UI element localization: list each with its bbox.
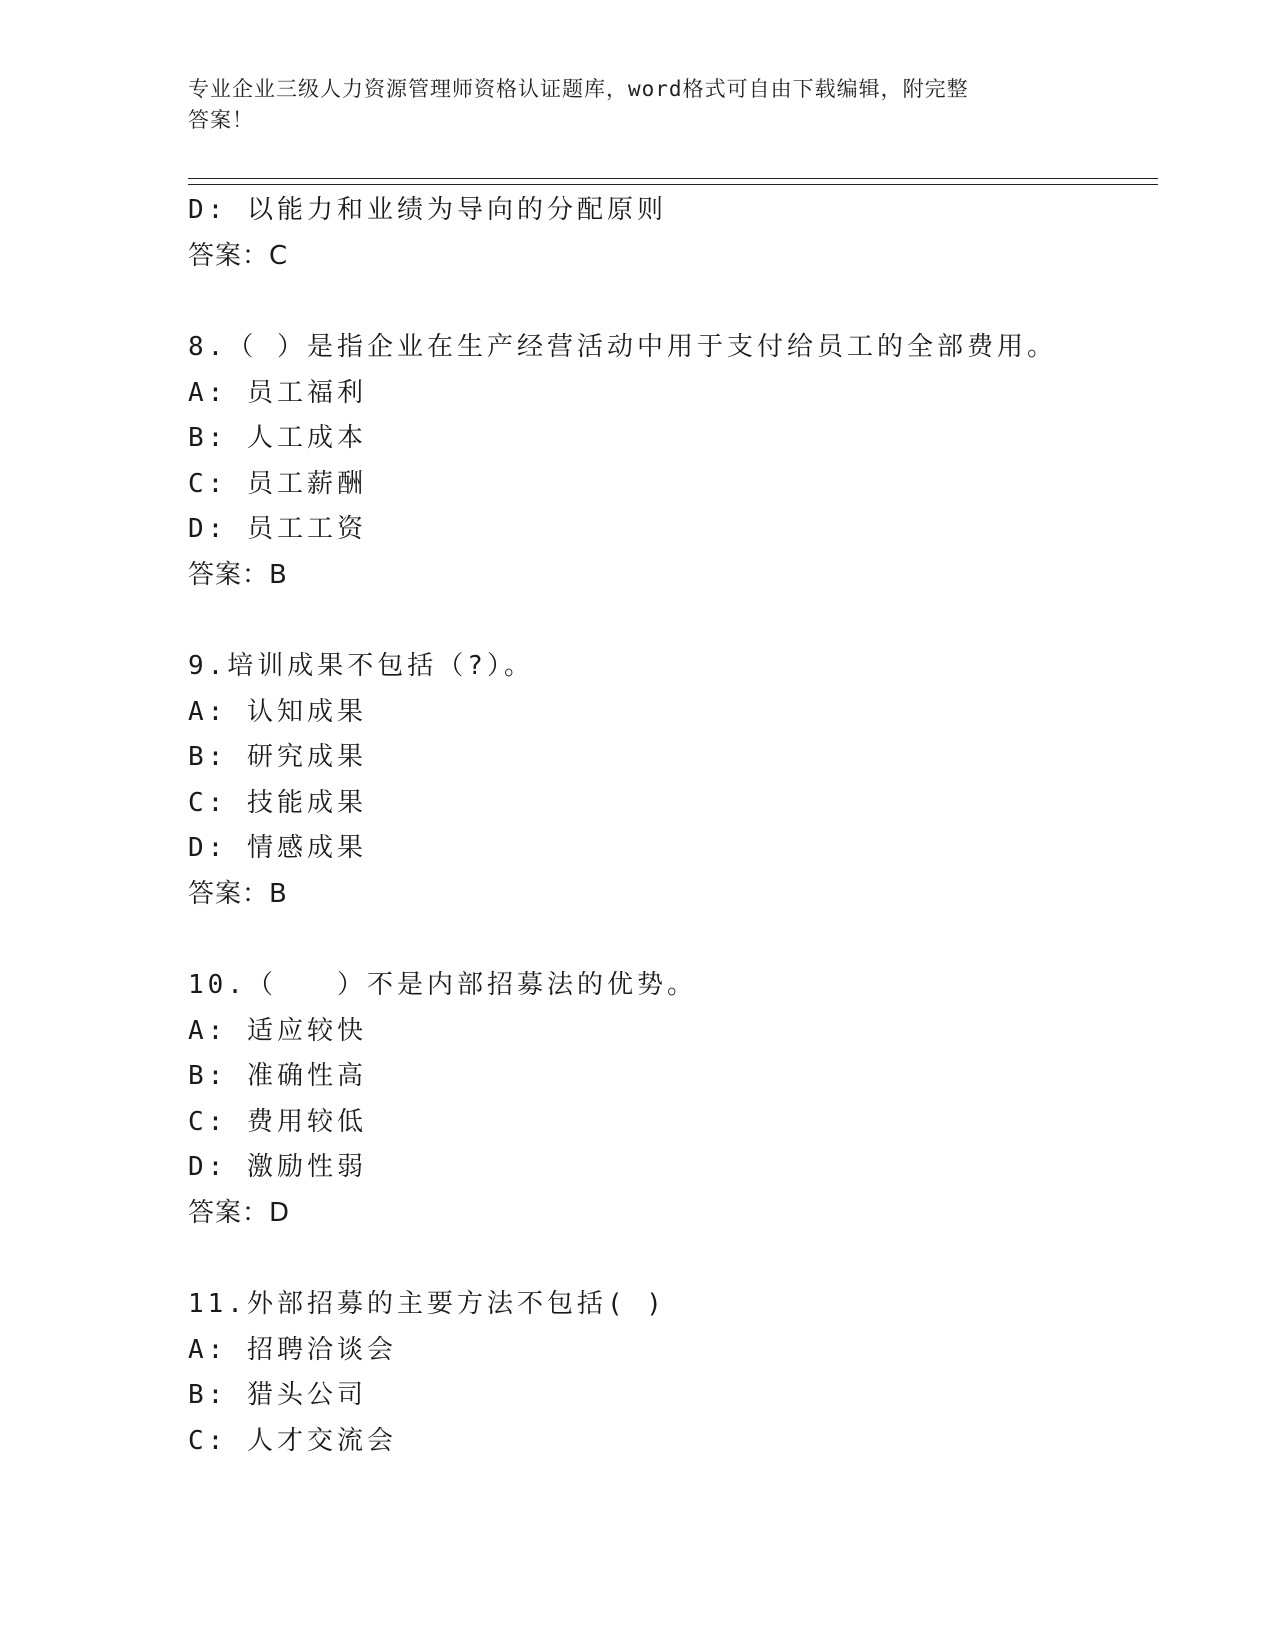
- option-c: C: 员工薪酬: [188, 468, 367, 499]
- spacer: [188, 279, 1158, 325]
- question-7-continued: [188, 188, 1158, 279]
- header-divider-bottom: [188, 184, 1158, 185]
- header-line-2: 答案！: [188, 108, 254, 132]
- option-d: D: 激励性弱: [188, 1152, 367, 1182]
- option-d: D: 情感成果: [188, 833, 367, 863]
- option-c: C: 技能成果: [188, 787, 367, 818]
- option-d: D: 以能力和业绩为导向的分配原则: [188, 195, 667, 225]
- spacer: [188, 598, 1158, 644]
- option-d: D: 员工工资: [188, 514, 367, 544]
- option-a: A: 员工福利: [188, 377, 367, 408]
- question-stem: 8.（ ）是指企业在生产经营活动中用于支付给员工的全部费用。: [188, 332, 1057, 362]
- header-line-1: 专业企业三级人力资源管理师资格认证题库，word格式可自由下载编辑，附完整: [188, 77, 969, 101]
- answer: 答案：B: [188, 559, 288, 590]
- option-b: B: 准确性高: [188, 1061, 367, 1091]
- option-a: A: 招聘洽谈会: [188, 1334, 397, 1365]
- option-b: B: 研究成果: [188, 742, 367, 772]
- spacer: [188, 1236, 1158, 1282]
- answer: 答案：D: [188, 1197, 291, 1228]
- option-c: C: 人才交流会: [188, 1425, 397, 1456]
- question-stem: 11.外部招募的主要方法不包括( ): [188, 1289, 666, 1319]
- question-10: [188, 963, 1158, 1236]
- option-c: C: 费用较低: [188, 1106, 367, 1137]
- option-b: B: 猎头公司: [188, 1380, 367, 1410]
- header-divider-top: [188, 178, 1158, 179]
- answer: 答案：C: [188, 240, 289, 271]
- question-list: [188, 188, 1158, 1464]
- option-a: A: 适应较快: [188, 1015, 367, 1046]
- answer: 答案：B: [188, 878, 288, 909]
- spacer: [188, 917, 1158, 963]
- question-stem: 10.（ ）不是内部招募法的优势。: [188, 970, 697, 1000]
- page-header: [188, 74, 1088, 136]
- question-11: [188, 1282, 1158, 1464]
- option-b: B: 人工成本: [188, 423, 367, 453]
- question-stem: 9.培训成果不包括（?）。: [188, 651, 534, 681]
- option-a: A: 认知成果: [188, 696, 367, 727]
- question-8: [188, 325, 1158, 598]
- question-9: [188, 644, 1158, 917]
